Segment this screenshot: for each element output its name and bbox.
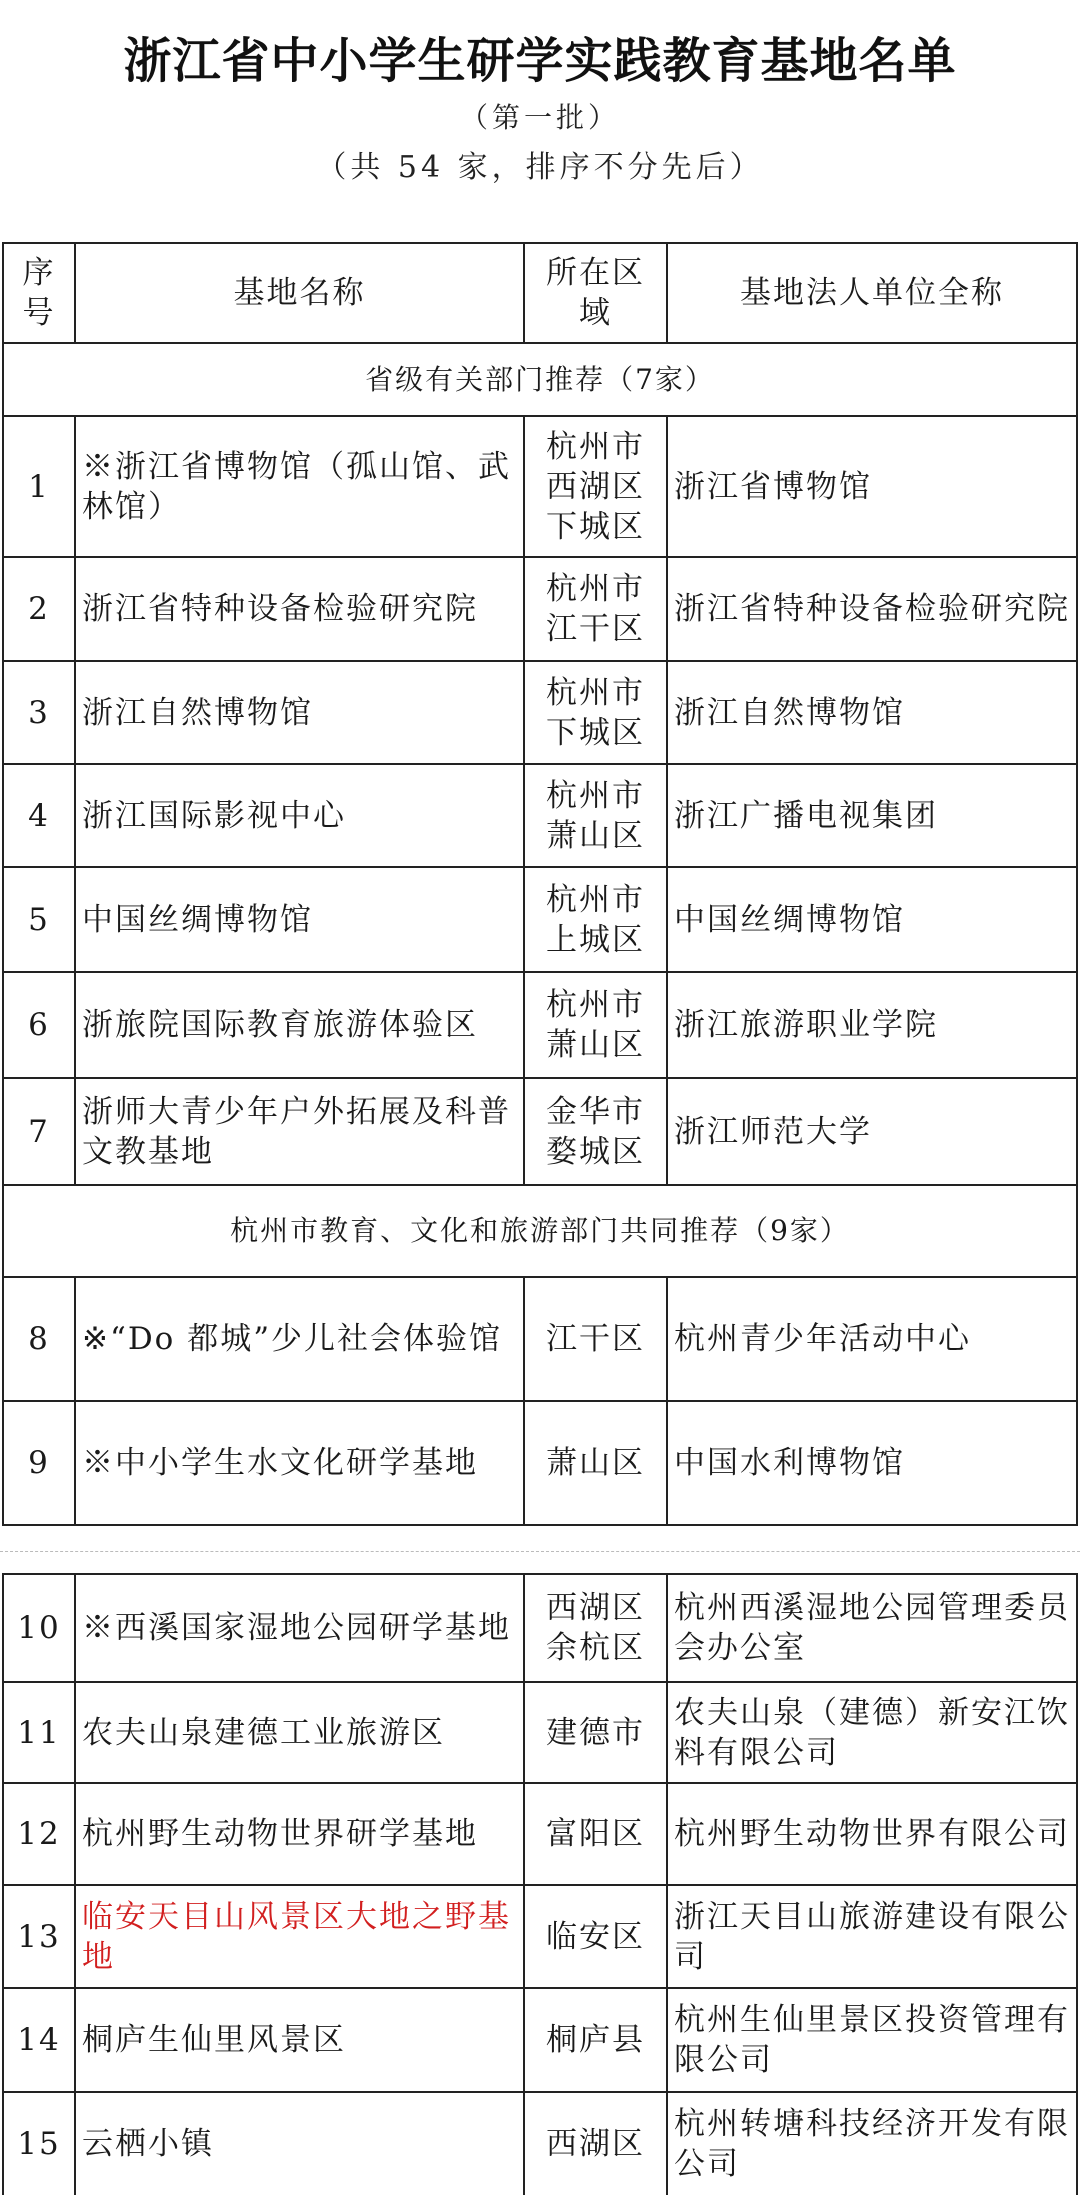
cell-no: 1 bbox=[3, 416, 75, 557]
cell-area: 西湖区余杭区 bbox=[524, 1574, 667, 1682]
table-row bbox=[3, 867, 1077, 972]
table-row bbox=[3, 416, 1077, 557]
cell-org: 浙江天目山旅游建设有限公司 bbox=[667, 1885, 1077, 1988]
cell-area: 杭州市萧山区 bbox=[524, 972, 667, 1078]
cell-org: 中国丝绸博物馆 bbox=[667, 867, 1077, 972]
table-row bbox=[3, 557, 1077, 661]
group-label: 省级有关部门推荐（7家） bbox=[3, 343, 1077, 416]
cell-name: 农夫山泉建德工业旅游区 bbox=[75, 1682, 524, 1783]
cell-name: ※浙江省博物馆（孤山馆、武林馆） bbox=[75, 416, 524, 557]
cell-name: 浙旅院国际教育旅游体验区 bbox=[75, 972, 524, 1078]
table-row bbox=[3, 1277, 1077, 1401]
document-title: 浙江省中小学生研学实践教育基地名单 bbox=[123, 33, 957, 89]
table-row bbox=[3, 1783, 1077, 1885]
cell-no: 6 bbox=[3, 972, 75, 1078]
document-subtitle: （第一批） bbox=[459, 101, 620, 134]
cell-name: 浙江自然博物馆 bbox=[75, 661, 524, 764]
table-row bbox=[3, 2092, 1077, 2195]
cell-name: 浙师大青少年户外拓展及科普文教基地 bbox=[75, 1078, 524, 1185]
cell-org: 杭州西溪湿地公园管理委员会办公室 bbox=[667, 1574, 1077, 1682]
cell-org: 浙江师范大学 bbox=[667, 1078, 1077, 1185]
table-row bbox=[3, 1401, 1077, 1525]
cell-org: 中国水利博物馆 bbox=[667, 1401, 1077, 1525]
cell-name: 桐庐生仙里风景区 bbox=[75, 1988, 524, 2092]
cell-no: 15 bbox=[3, 2092, 75, 2195]
cell-no: 9 bbox=[3, 1401, 75, 1525]
table-header-row bbox=[3, 243, 1077, 343]
cell-name: 浙江省特种设备检验研究院 bbox=[75, 557, 524, 661]
table-row bbox=[3, 1988, 1077, 2092]
cell-name: 浙江国际影视中心 bbox=[75, 764, 524, 867]
table-row bbox=[3, 972, 1077, 1078]
table-row bbox=[3, 1574, 1077, 1682]
cell-area: 江干区 bbox=[524, 1277, 667, 1401]
table-row bbox=[3, 1885, 1077, 1988]
page-break bbox=[0, 1551, 1080, 1574]
cell-no: 14 bbox=[3, 1988, 75, 2092]
cell-org: 浙江广播电视集团 bbox=[667, 764, 1077, 867]
cell-area: 桐庐县 bbox=[524, 1988, 667, 2092]
header-no: 序号 bbox=[3, 243, 75, 343]
cell-no: 5 bbox=[3, 867, 75, 972]
table-row bbox=[3, 1682, 1077, 1783]
cell-no: 13 bbox=[3, 1885, 75, 1988]
cell-no: 8 bbox=[3, 1277, 75, 1401]
cell-area: 富阳区 bbox=[524, 1783, 667, 1885]
cell-no: 12 bbox=[3, 1783, 75, 1885]
group-row bbox=[3, 343, 1077, 416]
header-org: 基地法人单位全称 bbox=[667, 243, 1077, 343]
cell-org: 杭州野生动物世界有限公司 bbox=[667, 1783, 1077, 1885]
cell-name: ※西溪国家湿地公园研学基地 bbox=[75, 1574, 524, 1682]
cell-area: 杭州市萧山区 bbox=[524, 764, 667, 867]
cell-org: 杭州青少年活动中心 bbox=[667, 1277, 1077, 1401]
document-note: （共 54 家，排序不分先后） bbox=[316, 150, 764, 185]
table-row bbox=[3, 661, 1077, 764]
cell-area: 杭州市下城区 bbox=[524, 661, 667, 764]
header-name: 基地名称 bbox=[75, 243, 524, 343]
cell-org: 浙江自然博物馆 bbox=[667, 661, 1077, 764]
cell-no: 7 bbox=[3, 1078, 75, 1185]
document-header bbox=[0, 0, 1080, 200]
cell-area: 杭州市西湖区下城区 bbox=[524, 416, 667, 557]
cell-name: 云栖小镇 bbox=[75, 2092, 524, 2195]
cell-name-highlighted: 临安天目山风景区大地之野基地 bbox=[75, 1885, 524, 1988]
cell-no: 2 bbox=[3, 557, 75, 661]
cell-org: 浙江省博物馆 bbox=[667, 416, 1077, 557]
cell-area: 建德市 bbox=[524, 1682, 667, 1783]
cell-area: 萧山区 bbox=[524, 1401, 667, 1525]
base-list-table-upper bbox=[0, 242, 1080, 1551]
group-row bbox=[3, 1185, 1077, 1277]
cell-no: 3 bbox=[3, 661, 75, 764]
cell-name: ※中小学生水文化研学基地 bbox=[75, 1401, 524, 1525]
cell-org: 浙江旅游职业学院 bbox=[667, 972, 1077, 1078]
table-row bbox=[3, 764, 1077, 867]
cell-name: 中国丝绸博物馆 bbox=[75, 867, 524, 972]
cell-org: 杭州转塘科技经济开发有限公司 bbox=[667, 2092, 1077, 2195]
cell-org: 农夫山泉（建德）新安江饮料有限公司 bbox=[667, 1682, 1077, 1783]
base-list-table-lower bbox=[0, 1573, 1080, 2195]
group-label: 杭州市教育、文化和旅游部门共同推荐（9家） bbox=[3, 1185, 1077, 1277]
cell-area: 杭州市江干区 bbox=[524, 557, 667, 661]
cell-org: 杭州生仙里景区投资管理有限公司 bbox=[667, 1988, 1077, 2092]
cell-no: 11 bbox=[3, 1682, 75, 1783]
cell-area: 金华市婺城区 bbox=[524, 1078, 667, 1185]
cell-name: ※“Do 都城”少儿社会体验馆 bbox=[75, 1277, 524, 1401]
cell-area: 西湖区 bbox=[524, 2092, 667, 2195]
cell-name: 杭州野生动物世界研学基地 bbox=[75, 1783, 524, 1885]
cell-no: 10 bbox=[3, 1574, 75, 1682]
cell-area: 临安区 bbox=[524, 1885, 667, 1988]
cell-org: 浙江省特种设备检验研究院 bbox=[667, 557, 1077, 661]
header-area: 所在区域 bbox=[524, 243, 667, 343]
table-row bbox=[3, 1078, 1077, 1185]
cell-no: 4 bbox=[3, 764, 75, 867]
cell-area: 杭州市上城区 bbox=[524, 867, 667, 972]
